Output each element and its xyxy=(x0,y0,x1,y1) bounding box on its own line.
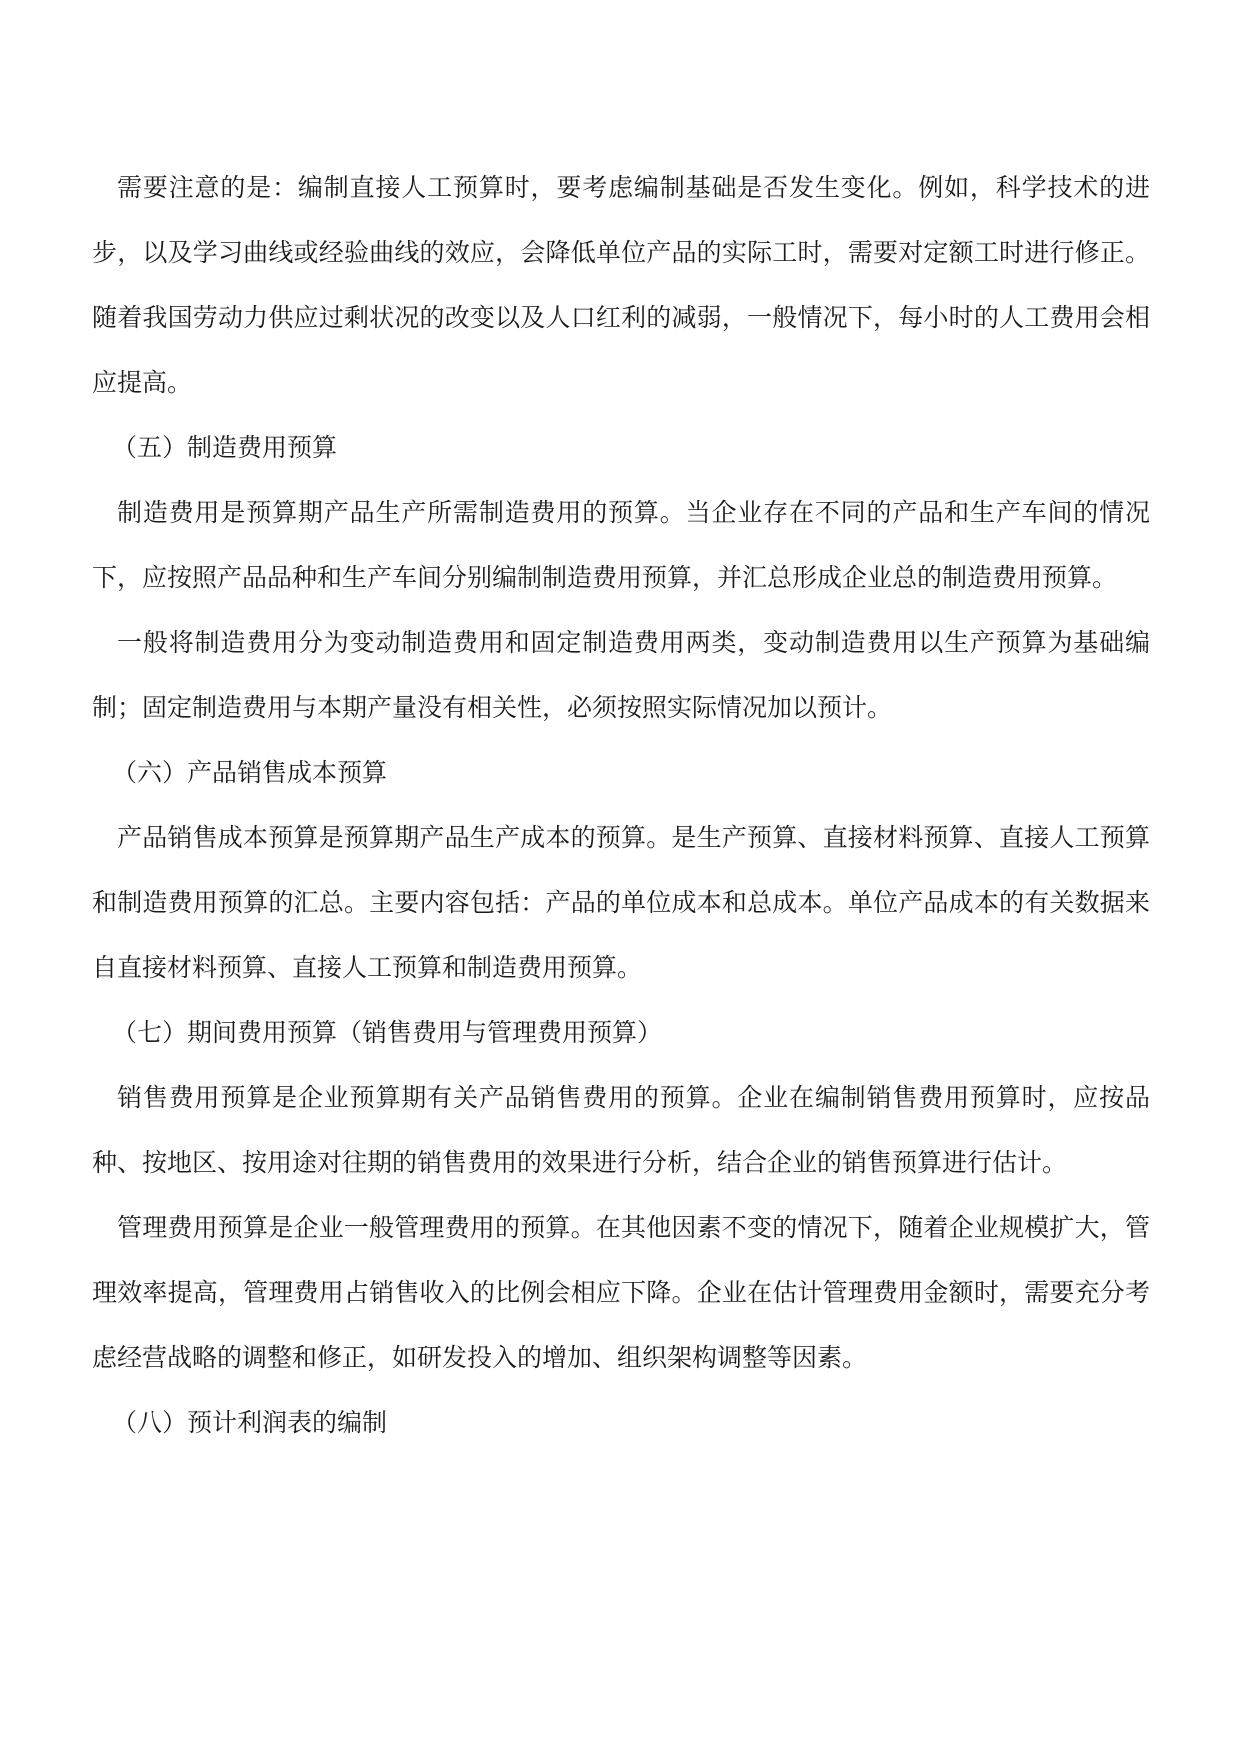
paragraph-selling-expense-budget: 销售费用预算是企业预算期有关产品销售费用的预算。企业在编制销售费用预算时，应按品种、按地区、按用途对往期的销售费用的效果进行分析，结合企业的销售预算进行估计。 xyxy=(92,1083,1150,1177)
paragraph-cost-of-goods-sold: 产品销售成本预算是预算期产品生产成本的预算。是生产预算、直接材料预算、直接人工预算和制造费用预算的汇总。主要内容包括：产品的单位成本和总成本。单位产品成本的有关数据来自直接材料预算、直接人工预算和制造费用预算。 xyxy=(92,823,1150,982)
paragraph-manufacturing-overhead-definition: 制造费用是预算期产品生产所需制造费用的预算。当企业存在不同的产品和生产车间的情况下，应按照产品品种和生产车间分别编制制造费用预算，并汇总形成企业总的制造费用预算。 xyxy=(92,498,1150,592)
document-page xyxy=(92,155,1150,1455)
heading-cost-of-goods-sold-budget: （六）产品销售成本预算 xyxy=(112,758,388,787)
paragraph-manufacturing-overhead-classification: 一般将制造费用分为变动制造费用和固定制造费用两类，变动制造费用以生产预算为基础编制；固定制造费用与本期产量没有相关性，必须按照实际情况加以预计。 xyxy=(92,628,1150,722)
heading-period-expense-budget: （七）期间费用预算（销售费用与管理费用预算） xyxy=(112,1018,663,1047)
heading-projected-income-statement: （八）预计利润表的编制 xyxy=(112,1408,388,1437)
paragraph-administrative-expense-budget: 管理费用预算是企业一般管理费用的预算。在其他因素不变的情况下，随着企业规模扩大，管理效率提高，管理费用占销售收入的比例会相应下降。企业在估计管理费用金额时，需要充分考虑经营战略的调整和修正，如研发投入的增加、组织架构调整等因素。 xyxy=(92,1213,1150,1372)
heading-manufacturing-overhead-budget: （五）制造费用预算 xyxy=(112,433,338,462)
paragraph-direct-labor-note: 需要注意的是：编制直接人工预算时，要考虑编制基础是否发生变化。例如，科学技术的进步，以及学习曲线或经验曲线的效应，会降低单位产品的实际工时，需要对定额工时进行修正。随着我国劳动力供应过剩状况的改变以及人口红利的减弱，一般情况下，每小时的人工费用会相应提高。 xyxy=(92,173,1150,397)
